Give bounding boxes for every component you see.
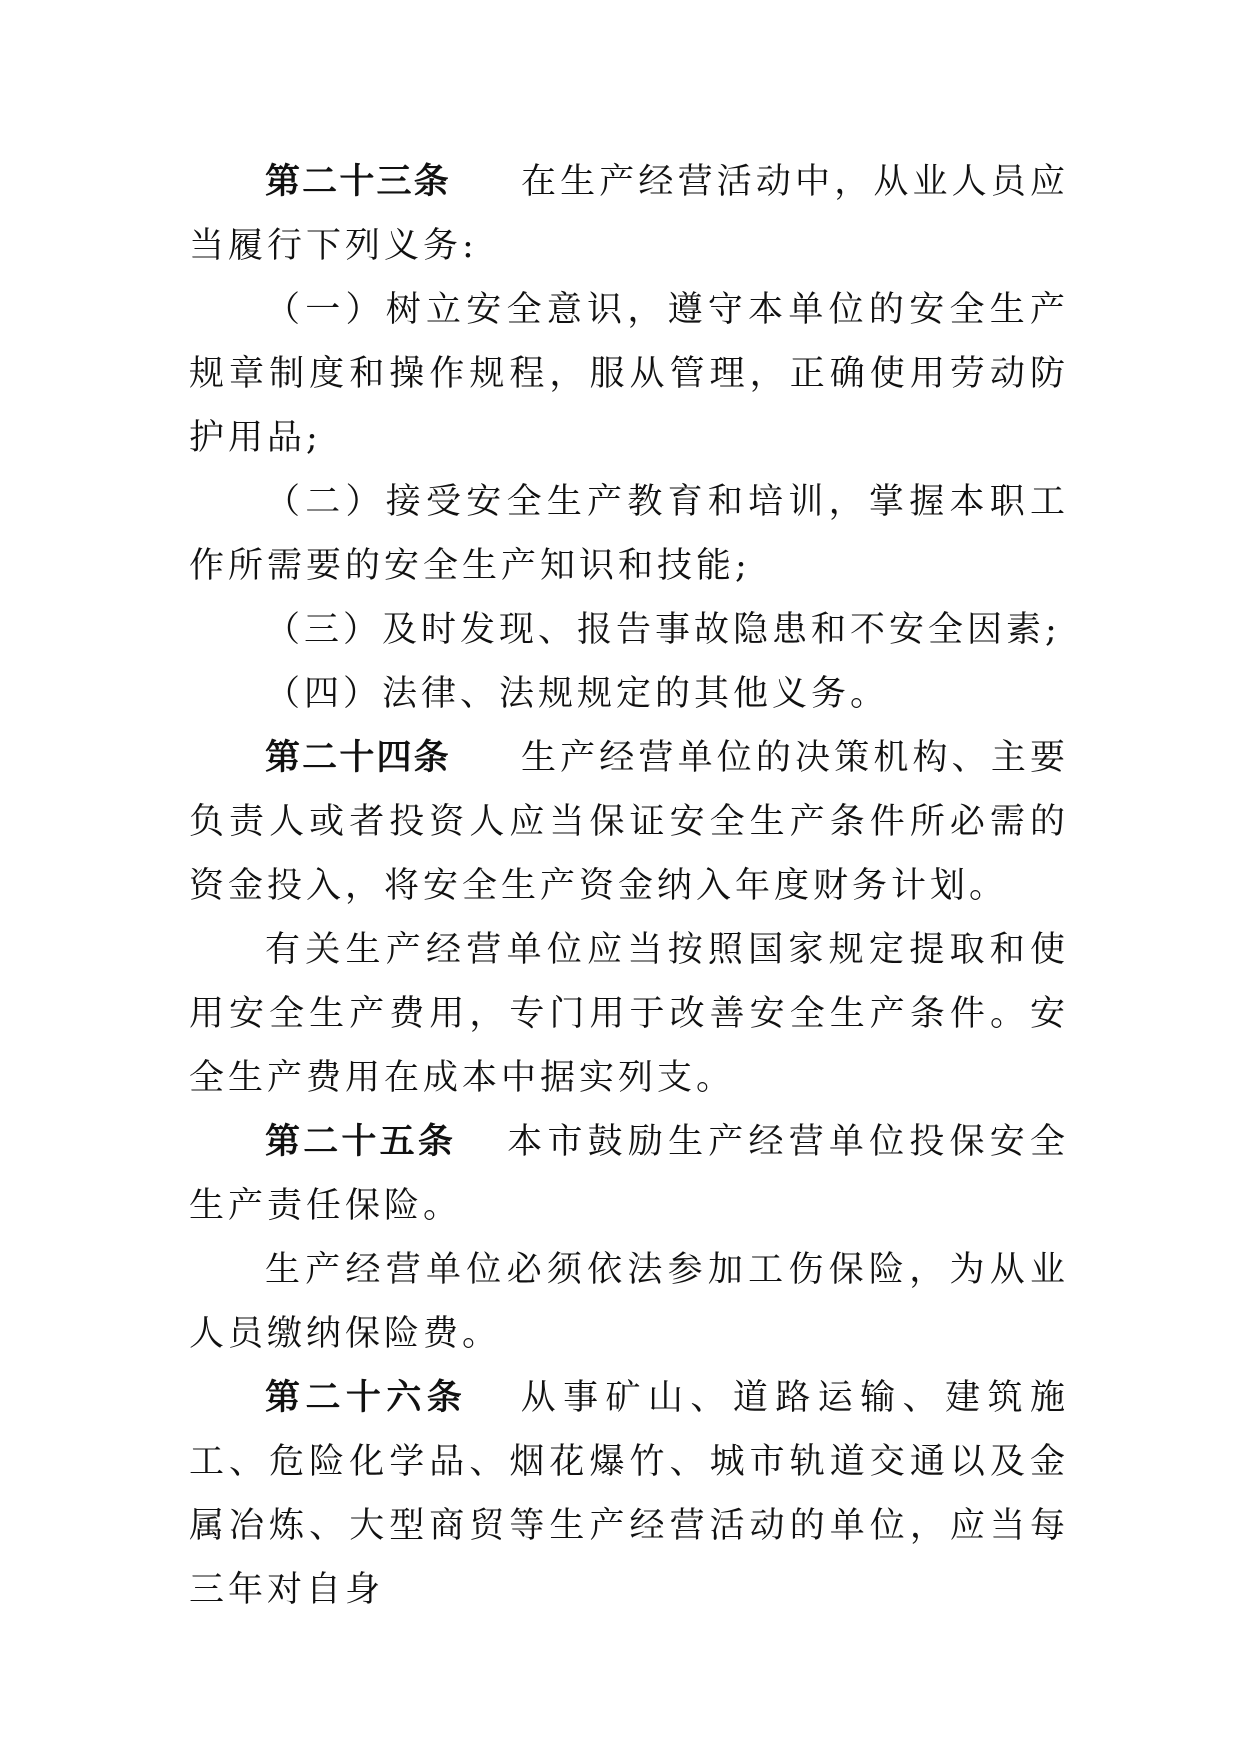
article-text: 本市鼓励生产经营单位投保安全生产责任保险。: [189, 1122, 1069, 1226]
article-number: 第二十三条: [265, 162, 451, 202]
article-23: [189, 150, 1069, 278]
article-23-item-3: （三）及时发现、报告事故隐患和不安全因素;: [265, 610, 1061, 650]
article-25-paragraph-2: 生产经营单位必须依法参加工伤保险，为从业人员缴纳保险费。: [189, 1250, 1069, 1354]
article-23-item-1: （一）树立安全意识，遵守本单位的安全生产规章制度和操作规程，服从管理，正确使用劳动防护用品;: [189, 290, 1069, 458]
article-text: 从事矿山、道路运输、建筑施工、危险化学品、烟花爆竹、城市轨道交通以及金属冶炼、大型商贸等生产经营活动的单位，应当每三年对自身: [189, 1378, 1069, 1610]
article-number: 第二十四条: [265, 738, 451, 778]
article-number: 第二十五条: [265, 1122, 457, 1162]
article-24-paragraph-2: 有关生产经营单位应当按照国家规定提取和使用安全生产费用，专门用于改善安全生产条件。安全生产费用在成本中据实列支。: [189, 930, 1069, 1098]
article-text: 在生产经营活动中，从业人员应当履行下列义务:: [189, 162, 1069, 266]
article-text: 生产经营单位的决策机构、主要负责人或者投资人应当保证安全生产条件所必需的资金投入，将安全生产资金纳入年度财务计划。: [189, 738, 1069, 906]
article-24: [189, 726, 1069, 918]
article-23-item-4: （四）法律、法规规定的其他义务。: [265, 674, 890, 714]
article-23-item-2: （二）接受安全生产教育和培训，掌握本职工作所需要的安全生产知识和技能;: [189, 482, 1069, 586]
document-page: [189, 150, 1069, 1622]
article-26: [189, 1366, 1069, 1622]
article-25: [189, 1110, 1069, 1238]
article-number: 第二十六条: [265, 1378, 468, 1418]
